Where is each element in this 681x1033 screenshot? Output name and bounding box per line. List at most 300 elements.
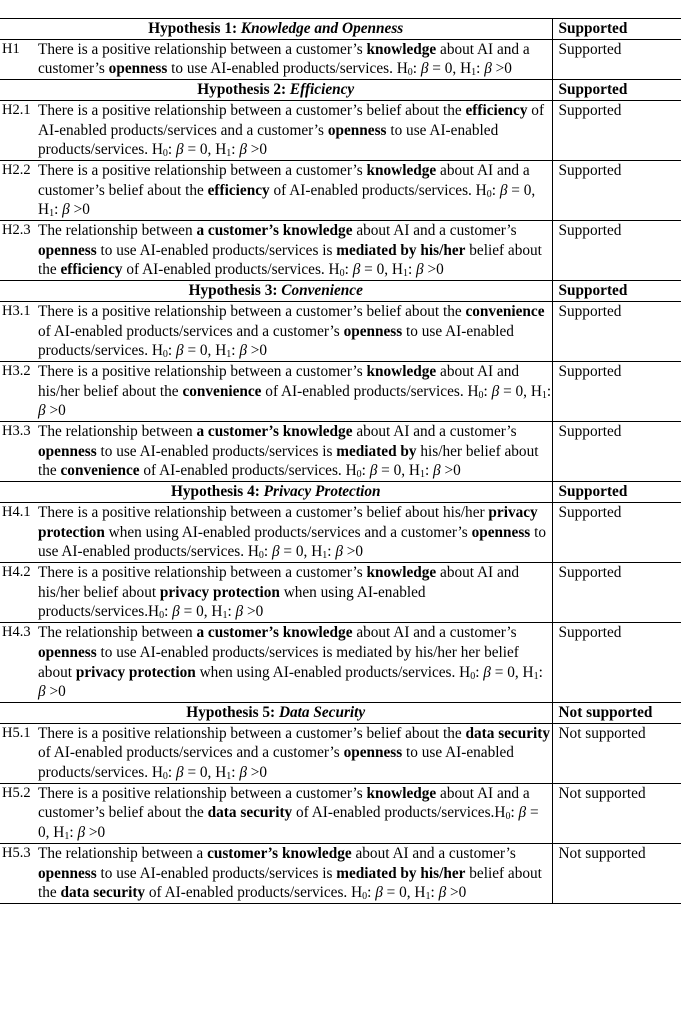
text-segment: of AI-enabled products/services. — [122, 261, 329, 279]
h1-subscript: 1 — [226, 771, 232, 783]
hypothesis-id: H5.1 — [2, 724, 31, 741]
bold-term: data security — [207, 804, 293, 822]
beta-symbol: β — [235, 603, 244, 621]
hypothesis-cell — [0, 361, 552, 421]
beta-symbol: β — [239, 141, 247, 159]
separator: : — [430, 884, 439, 902]
result-cell: Not supported — [552, 783, 681, 843]
bold-term: openness — [38, 241, 97, 259]
h1-subscript: 1 — [64, 831, 70, 843]
text-segment: of AI-enabled products/services. — [292, 804, 495, 822]
group-name: Data Security — [278, 703, 366, 721]
group-prefix: Hypothesis 3: — [188, 282, 282, 300]
text-segment: about AI and his/her belief about — [38, 563, 520, 601]
text-segment: to use AI-enabled products/services. — [167, 60, 397, 78]
result-cell: Supported — [552, 361, 681, 421]
bold-term: knowledge — [366, 784, 437, 802]
group-prefix: Hypothesis 1: — [148, 20, 241, 37]
text-segment: There is a positive relationship between a customer’s — [38, 362, 367, 380]
bold-term: mediated by his/her — [336, 864, 466, 882]
bold-term: a customer’s knowledge — [196, 423, 353, 441]
group-prefix: Hypothesis 5: — [186, 703, 279, 721]
null-hypothesis-notation — [152, 141, 267, 158]
h1-subscript: 1 — [541, 389, 547, 401]
beta-symbol: β — [375, 884, 383, 902]
separator: : — [510, 804, 519, 822]
result-cell: Not supported — [552, 843, 681, 903]
h1-subscript: 1 — [226, 349, 232, 361]
result-cell: Supported — [552, 623, 681, 703]
h0-label: H — [151, 342, 163, 360]
text-segment: about AI and a customer’s belief about the — [38, 784, 530, 822]
h1-label: H — [522, 663, 534, 681]
separator: : — [367, 884, 376, 902]
text-segment: The relationship between — [38, 423, 197, 441]
group-title — [0, 281, 552, 302]
equals-zero: = 0, — [507, 181, 536, 199]
equals-zero: = 0, — [38, 804, 539, 842]
separator: : — [54, 201, 63, 219]
bold-term: openness — [108, 60, 168, 78]
text-segment: belief about the — [38, 864, 542, 902]
bold-term: privacy protection — [159, 583, 280, 601]
h0-subscript: 0 — [162, 148, 168, 160]
hypothesis-text — [38, 422, 552, 481]
bold-term: mediated by his/her — [336, 241, 466, 259]
h0-subscript: 0 — [478, 389, 484, 401]
group-prefix: Hypothesis 2: — [197, 81, 290, 99]
group-title — [0, 482, 552, 503]
greater-than-zero: >0 — [69, 201, 90, 219]
text-segment: belief about the — [38, 241, 542, 279]
h0-label: H — [345, 462, 357, 480]
text-segment: of AI-enabled products/services and a customer’s — [38, 744, 344, 762]
h0-subscript: 0 — [162, 771, 168, 783]
result-cell: Supported — [552, 482, 681, 503]
separator: : — [69, 824, 78, 842]
result-cell: Supported — [552, 301, 681, 361]
text-segment: about AI and a customer’s — [352, 423, 517, 441]
separator: : — [407, 261, 417, 279]
hypothesis-row — [0, 502, 681, 562]
text-segment: There is a positive relationship between a customer’s belief about the — [38, 302, 466, 320]
greater-than-zero: >0 — [243, 603, 264, 621]
bold-term: efficiency — [465, 101, 528, 119]
null-hypothesis-notation — [248, 543, 363, 560]
hypothesis-group-header — [0, 19, 681, 40]
separator: : — [164, 603, 173, 621]
bold-term: openness — [38, 643, 97, 661]
hypothesis-id: H1 — [2, 40, 20, 57]
text-segment: There is a positive relationship between a customer’s belief about the — [38, 724, 466, 742]
hypothesis-text — [38, 362, 552, 421]
hypothesis-text — [38, 40, 552, 79]
separator: : — [424, 462, 434, 480]
null-hypothesis-notation — [152, 764, 267, 781]
h1-subscript: 1 — [425, 891, 431, 903]
text-segment: about AI and a customer’s — [351, 844, 516, 862]
h0-subscript: 0 — [407, 67, 413, 79]
h0-label: H — [475, 181, 487, 199]
h0-label: H — [396, 60, 408, 78]
text-segment: to use AI-enabled products/services is — [96, 241, 337, 259]
bold-term: efficiency — [207, 181, 270, 199]
beta-symbol: β — [438, 884, 447, 902]
beta-symbol: β — [38, 683, 46, 701]
hypothesis-cell — [0, 783, 552, 843]
separator: : — [231, 342, 240, 360]
hypothesis-id: H2.3 — [2, 222, 31, 239]
equals-zero: = 0, — [377, 462, 409, 480]
greater-than-zero: >0 — [491, 60, 512, 78]
hypothesis-id: H4.2 — [2, 563, 31, 580]
h1-label: H — [53, 824, 65, 842]
h0-subscript: 0 — [356, 469, 362, 481]
text-segment: The relationship between a — [38, 844, 208, 862]
h1-label: H — [414, 884, 426, 902]
text-segment: There is a positive relationship between a customer’s — [38, 563, 367, 581]
text-segment: when using AI-enabled products/services. — [38, 583, 426, 621]
hypothesis-row — [0, 301, 681, 361]
result-cell: Supported — [552, 160, 681, 220]
h1-label: H — [211, 603, 223, 621]
group-name: Privacy Protection — [263, 483, 381, 501]
result-cell: Not supported — [552, 723, 681, 783]
hypothesis-id: H2.2 — [2, 161, 31, 178]
text-segment: about AI and his/her belief about the — [38, 362, 520, 400]
result-cell: Supported — [552, 100, 681, 160]
beta-symbol: β — [352, 261, 361, 279]
hypothesis-cell — [0, 301, 552, 361]
result-cell: Supported — [552, 422, 681, 482]
hypotheses-table — [0, 18, 681, 904]
hypothesis-cell — [0, 562, 552, 622]
h0-label: H — [351, 884, 363, 902]
hypothesis-row — [0, 100, 681, 160]
hypothesis-group-header — [0, 702, 681, 723]
hypothesis-text — [38, 563, 552, 622]
bold-term: a customer’s knowledge — [196, 222, 353, 240]
h0-label: H — [459, 663, 471, 681]
hypothesis-cell — [0, 39, 552, 79]
separator: : — [167, 764, 176, 782]
null-hypothesis-notation — [152, 342, 267, 359]
equals-zero: = 0, — [183, 342, 216, 360]
h0-subscript: 0 — [162, 349, 168, 361]
greater-than-zero: >0 — [85, 824, 106, 842]
greater-than-zero: >0 — [423, 261, 444, 279]
hypothesis-id: H4.1 — [2, 503, 31, 520]
bold-term: customer’s knowledge — [207, 844, 352, 862]
h0-subscript: 0 — [486, 188, 492, 200]
separator: : — [263, 543, 272, 561]
text-segment: to use AI-enabled products/services is — [96, 442, 337, 460]
text-segment: to use AI-enabled products/services is mediated by his/her her belief about — [38, 643, 519, 681]
group-name: Efficiency — [289, 81, 355, 99]
h1-label: H — [215, 342, 227, 360]
text-segment: to use AI-enabled products/services is — [96, 864, 337, 882]
text-segment: There is a positive relationship between a customer’s belief about the — [38, 101, 466, 119]
beta-symbol: β — [420, 60, 429, 78]
null-hypothesis-notation — [397, 60, 512, 77]
h1-subscript: 1 — [533, 670, 539, 682]
separator: : — [538, 663, 543, 681]
hypothesis-cell — [0, 843, 552, 903]
text-segment: to use AI-enabled products/services. — [38, 744, 514, 782]
beta-symbol: β — [176, 764, 184, 782]
hypothesis-cell — [0, 623, 552, 703]
greater-than-zero: >0 — [440, 462, 461, 480]
h0-subscript: 0 — [505, 811, 511, 823]
hypothesis-text — [38, 844, 552, 903]
null-hypothesis-notation — [329, 261, 444, 278]
bold-term: a customer’s knowledge — [196, 624, 353, 642]
hypothesis-row — [0, 783, 681, 843]
h0-label: H — [328, 261, 340, 279]
separator: : — [167, 141, 176, 159]
hypothesis-cell — [0, 422, 552, 482]
text-segment: of AI-enabled products/services. — [145, 884, 352, 902]
result-cell: Not supported — [552, 702, 681, 723]
beta-symbol: β — [484, 60, 492, 78]
separator: : — [167, 342, 176, 360]
beta-symbol: β — [369, 462, 378, 480]
h0-label: H — [151, 141, 163, 159]
bold-term: privacy protection — [75, 663, 196, 681]
equals-zero: = 0, — [183, 764, 216, 782]
h1-label: H — [215, 764, 227, 782]
result-cell: Supported — [552, 39, 681, 79]
bold-term: privacy protection — [38, 503, 538, 541]
hypothesis-group-header — [0, 482, 681, 503]
equals-zero: = 0, — [490, 663, 523, 681]
hypothesis-id: H5.3 — [2, 844, 31, 861]
hypothesis-cell — [0, 100, 552, 160]
group-prefix: Hypothesis 4: — [171, 483, 264, 501]
h1-label: H — [460, 60, 472, 78]
separator: : — [227, 603, 236, 621]
h0-label: H — [247, 543, 259, 561]
h1-label: H — [391, 261, 403, 279]
h0-subscript: 0 — [258, 550, 264, 562]
greater-than-zero: >0 — [342, 543, 364, 561]
bold-term: openness — [471, 523, 531, 541]
bold-term: convenience — [465, 302, 545, 320]
equals-zero: = 0, — [499, 382, 531, 400]
hypothesis-row — [0, 361, 681, 421]
bold-term: mediated by — [336, 442, 417, 460]
greater-than-zero: >0 — [246, 141, 268, 159]
beta-symbol: β — [172, 603, 180, 621]
result-cell: Supported — [552, 281, 681, 302]
h1-label: H — [215, 141, 227, 159]
separator: : — [231, 141, 240, 159]
hypothesis-text — [38, 221, 552, 280]
hypothesis-row — [0, 160, 681, 220]
hypothesis-row — [0, 422, 681, 482]
hypothesis-text — [38, 503, 552, 562]
text-segment: to use AI-enabled products/services. — [38, 523, 546, 561]
equals-zero: = 0, — [428, 60, 461, 78]
beta-symbol: β — [416, 261, 424, 279]
text-segment: about AI and a customer’s — [38, 40, 530, 78]
hypothesis-text — [38, 302, 552, 361]
text-segment: of AI-enabled products/services and a customer’s — [38, 101, 545, 139]
hypothesis-group-header — [0, 80, 681, 101]
h0-subscript: 0 — [470, 670, 476, 682]
beta-symbol: β — [239, 342, 247, 360]
beta-symbol: β — [62, 201, 70, 219]
hypothesis-id: H2.1 — [2, 101, 31, 118]
bold-term: efficiency — [60, 261, 123, 279]
hypothesis-id: H4.3 — [2, 624, 31, 641]
h0-subscript: 0 — [339, 268, 345, 280]
h1-label: H — [530, 382, 542, 400]
hypothesis-cell — [0, 221, 552, 281]
text-segment: of AI-enabled products/services. — [269, 181, 476, 199]
hypothesis-text — [38, 623, 552, 702]
text-segment: There is a positive relationship between a customer’s belief about his/her — [38, 503, 489, 521]
text-segment: about AI and a customer’s belief about the — [38, 161, 530, 199]
text-segment: to use AI-enabled products/services. — [38, 322, 514, 360]
beta-symbol: β — [38, 402, 46, 420]
bold-term: knowledge — [366, 40, 437, 58]
beta-symbol: β — [239, 764, 247, 782]
h1-subscript: 1 — [471, 67, 477, 79]
hypothesis-id: H5.2 — [2, 784, 31, 801]
beta-symbol: β — [176, 342, 184, 360]
bold-term: openness — [327, 121, 387, 139]
hypothesis-row — [0, 221, 681, 281]
h0-label: H — [467, 382, 479, 400]
h1-subscript: 1 — [49, 208, 55, 220]
text-segment: to use AI-enabled products/services. — [38, 121, 499, 159]
null-hypothesis-notation — [351, 884, 466, 901]
text-segment: about AI and a customer’s — [352, 624, 517, 642]
h0-subscript: 0 — [362, 891, 368, 903]
greater-than-zero: >0 — [446, 884, 467, 902]
group-title — [0, 80, 552, 101]
group-title — [0, 702, 552, 723]
hypothesis-text — [38, 724, 552, 783]
h0-label: H — [148, 603, 160, 621]
h1-subscript: 1 — [402, 268, 408, 280]
hypothesis-cell — [0, 723, 552, 783]
beta-symbol: β — [271, 543, 280, 561]
separator: : — [483, 382, 492, 400]
result-cell: Supported — [552, 221, 681, 281]
separator: : — [475, 663, 484, 681]
hypothesis-row — [0, 562, 681, 622]
hypothesis-id: H3.1 — [2, 302, 31, 319]
h0-subscript: 0 — [159, 610, 165, 622]
text-segment: his/her belief about the — [38, 442, 539, 480]
separator: : — [361, 462, 370, 480]
result-cell: Supported — [552, 502, 681, 562]
separator: : — [327, 543, 336, 561]
h1-subscript: 1 — [322, 550, 328, 562]
beta-symbol: β — [483, 663, 491, 681]
h1-subscript: 1 — [226, 148, 232, 160]
bold-term: knowledge — [366, 563, 437, 581]
h0-label: H — [151, 764, 163, 782]
bold-term: openness — [343, 744, 403, 762]
text-segment: of AI-enabled products/services and a customer’s — [38, 322, 344, 340]
text-segment: when using AI-enabled products/services and a customer’s — [104, 523, 472, 541]
text-segment: when using AI-enabled products/services. — [195, 663, 460, 681]
hypothesis-text — [38, 161, 552, 220]
hypotheses-table-body — [0, 19, 681, 904]
bold-term: convenience — [60, 462, 140, 480]
beta-symbol: β — [499, 181, 508, 199]
beta-symbol: β — [518, 804, 527, 822]
beta-symbol: β — [77, 824, 86, 842]
bold-term: data security — [60, 884, 146, 902]
result-cell: Supported — [552, 562, 681, 622]
null-hypothesis-notation — [148, 603, 263, 620]
hypothesis-row — [0, 843, 681, 903]
null-hypothesis-notation — [346, 462, 461, 479]
hypothesis-row — [0, 723, 681, 783]
h1-subscript: 1 — [222, 610, 228, 622]
equals-zero: = 0, — [382, 884, 415, 902]
h1-label: H — [408, 462, 420, 480]
hypothesis-group-header — [0, 281, 681, 302]
bold-term: openness — [343, 322, 403, 340]
text-segment: of AI-enabled products/services. — [261, 382, 468, 400]
hypothesis-cell — [0, 160, 552, 220]
hypothesis-row — [0, 39, 681, 79]
greater-than-zero: >0 — [246, 342, 268, 360]
group-name: Convenience — [281, 282, 363, 300]
separator: : — [344, 261, 353, 279]
text-segment: of AI-enabled products/services. — [139, 462, 346, 480]
bold-term: convenience — [182, 382, 262, 400]
result-cell: Supported — [552, 80, 681, 101]
text-segment: The relationship between — [38, 222, 197, 240]
h1-label: H — [311, 543, 323, 561]
bold-term: openness — [38, 442, 97, 460]
h1-label: H — [38, 201, 50, 219]
greater-than-zero: >0 — [246, 764, 268, 782]
hypothesis-row — [0, 623, 681, 703]
greater-than-zero: >0 — [45, 683, 66, 701]
hypothesis-cell — [0, 502, 552, 562]
text-segment: There is a positive relationship between a customer’s — [38, 40, 367, 58]
separator: : — [476, 60, 485, 78]
group-title — [0, 19, 552, 40]
hypothesis-id: H3.3 — [2, 423, 31, 440]
separator: : — [546, 382, 552, 400]
equals-zero: = 0, — [360, 261, 392, 279]
bold-term: openness — [38, 864, 97, 882]
group-name: Knowledge and Openness — [240, 20, 404, 37]
beta-symbol: β — [176, 141, 184, 159]
result-cell: Supported — [552, 19, 681, 40]
text-segment: There is a positive relationship between a customer’s — [38, 161, 367, 179]
hypothesis-text — [38, 101, 552, 160]
h0-label: H — [494, 804, 506, 822]
separator: : — [231, 764, 240, 782]
hypothesis-id: H3.2 — [2, 362, 31, 379]
equals-zero: = 0, — [279, 543, 312, 561]
beta-symbol: β — [433, 462, 441, 480]
greater-than-zero: >0 — [45, 402, 66, 420]
text-segment: There is a positive relationship between a customer’s — [38, 784, 367, 802]
equals-zero: = 0, — [179, 603, 212, 621]
equals-zero: = 0, — [183, 141, 216, 159]
hypothesis-text — [38, 784, 552, 843]
